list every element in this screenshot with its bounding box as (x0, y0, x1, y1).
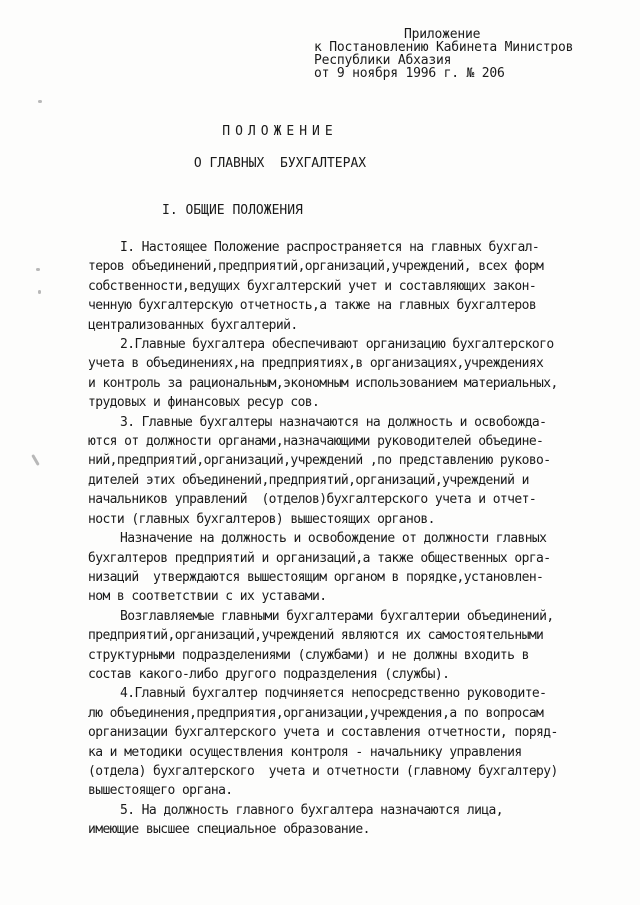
paragraph-line: ности (главных бухгалтеров) вышестоящих органов. (88, 511, 435, 527)
paragraph-line: теров объединений,предприятий,организаций,учреждений, всех форм (88, 259, 544, 275)
paragraph-line: 2.Главные бухгалтера обеспечивают организацию бухгалтерского (120, 337, 554, 353)
header-line: Республики Абхазия (314, 53, 452, 68)
paragraph-line: вышестоящего органа. (88, 783, 233, 799)
paragraph-line: I. Настоящее Положение распространяется на главных бухгал- (120, 240, 540, 255)
paragraph-line: ченную бухгалтерскую отчетность,а также на главных бухгалтеров (88, 298, 537, 314)
paragraph-line: низаций утверждаются вышестоящим органом в порядке,установлен- (88, 569, 544, 585)
paragraph-line: структурными подразделениями (службами) и не должны входить в (88, 647, 529, 663)
header-line: к Постановлению Кабинета Министров (314, 40, 574, 55)
paragraph-line: и контроль за рациональным,экономным использованием материальных, (88, 375, 558, 391)
paragraph-line: состав какого-либо другого подразделения (службы). (88, 666, 450, 682)
document-subtitle: О ГЛАВНЫХ БУХГАЛТЕРАХ (193, 156, 367, 171)
paragraph-line: 5. На должность главного бухгалтера назначаются лица, (120, 802, 504, 818)
paragraph-line: ка и методики осуществления контроля - начальнику управления (88, 744, 522, 760)
paragraph-line: бухгалтеров предприятий и организаций,а также общественных орга- (88, 550, 551, 566)
document-title: ПОЛОЖЕНИЕ (222, 124, 338, 139)
paragraph-line: начальников управлений (отделов)бухгалтерского учета и отчет- (88, 492, 537, 508)
paragraph-line: ются от должности органами,назначающими руководителей объедине- (88, 434, 544, 450)
paragraph-line: лю объединения,предприятия,организации,учреждения,а по вопросам (88, 705, 544, 721)
paragraph-line: (отдела) бухгалтерского учета и отчетности (главному бухгалтеру) (88, 763, 558, 779)
paragraph-line: централизованных бухгалтерий. (88, 317, 298, 333)
paragraph-line: Возглавляемые главными бухгалтерами бухгалтерии объединений, (120, 608, 554, 624)
scan-artifact (38, 290, 41, 294)
paragraph-line: 4.Главный бухгалтер подчиняется непосредственно руководите- (120, 686, 547, 702)
paragraph-line: собственности,ведущих бухгалтерский учет и составляющих закон- (88, 278, 537, 294)
paragraph-line: дителей этих объединений,предприятий,организаций,учреждений и (88, 472, 529, 488)
section-title: I. ОБЩИЕ ПОЛОЖЕНИЯ (162, 203, 303, 218)
paragraph-line: предприятий,организаций,учреждений являются их самостоятельными (88, 628, 544, 644)
document-body (88, 238, 618, 840)
header-line: от 9 ноября 1996 г. № 206 (314, 66, 505, 81)
paragraph-line: 3. Главные бухгалтеры назначаются на должность и освобожда- (120, 414, 547, 430)
paragraph-line: учета в объединениях,на предприятиях,в организациях,учреждениях (88, 356, 544, 372)
document-header (314, 28, 573, 80)
paragraph-line: ний,предприятий,организаций,учреждений ,по представлению руково- (88, 453, 551, 469)
paragraph-line: организации бухгалтерского учета и составления отчетности, поряд- (88, 725, 558, 741)
paragraph-line: трудовых и финансовых ресур сов. (88, 395, 320, 411)
header-line: Приложение (404, 27, 481, 42)
scan-artifact (36, 268, 40, 271)
paragraph-line: имеющие высшее специальное образование. (88, 822, 370, 838)
scan-artifact (38, 100, 42, 103)
paragraph-line: Назначение на должность и освобождение от должности главных (120, 531, 547, 547)
scan-artifact (31, 454, 40, 466)
paragraph-line: ном в соответствии с их уставами. (88, 589, 327, 605)
